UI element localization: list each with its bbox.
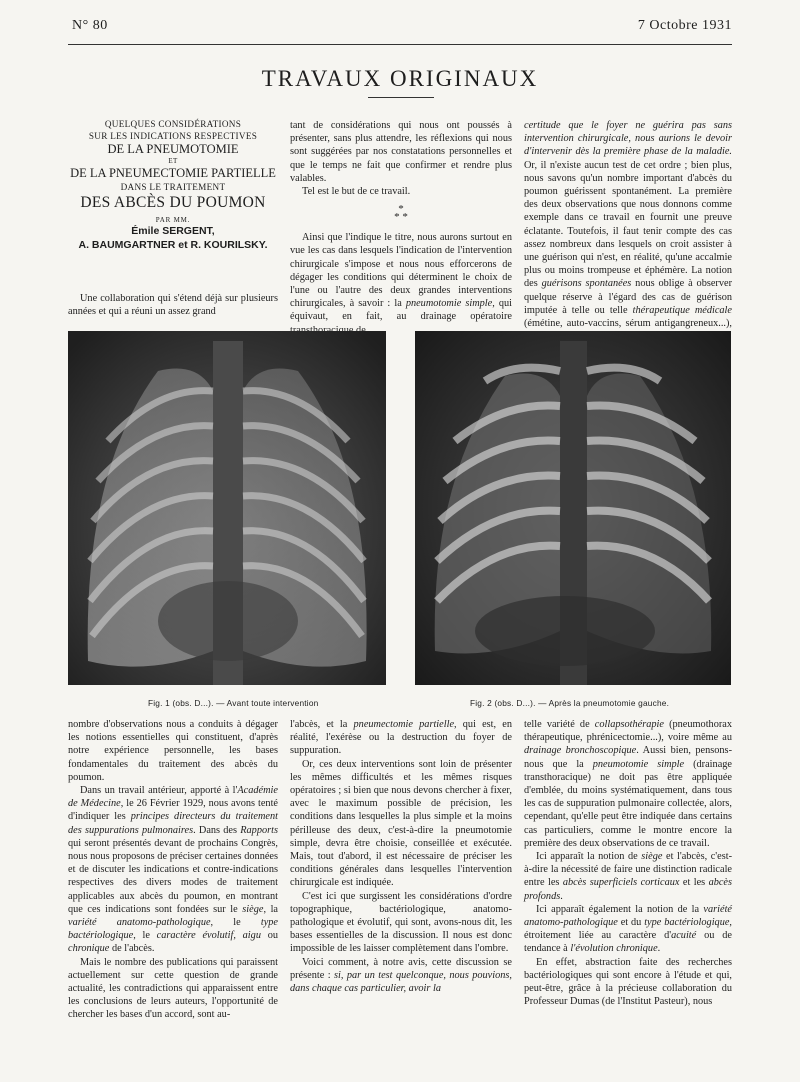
section-title: TRAVAUX ORIGINAUX [261, 66, 539, 91]
paragraph: nombre d'observations nous a conduits à dégager les notions essentielles qui constituent, d'après notre expérience personnelle, les bases fondamentales du traitement des abcès du poumon. [68, 719, 278, 783]
paragraph: Mais le nombre des publications qui paraissent actuellement sur cette question de grande actualité, les contradictions qui apparaissent entre les conclusions de leurs auteurs, l'opportunité de chercher les bases d'un accord, sont au- [68, 956, 278, 1021]
figure-1-caption: Fig. 1 (obs. D...). — Avant toute intervention [148, 698, 319, 708]
col2-top-text [290, 119, 512, 337]
title-line-1: QUELQUES CONSIDÉRATIONS [104, 119, 242, 129]
paragraph: l'abcès, et la pneumectomie partielle, qui est, en réalité, l'exérèse ou la destruction du foyer de suppuration. [290, 719, 513, 757]
paragraph: En effet, abstraction faite des recherches bactériologiques qui sont encore à l'étude et qui, peut-être, grâce à la précieuse collaboration du Professeur Dumas (de l'Institut Pasteur), nous [524, 956, 732, 1008]
xray-image-1 [68, 331, 386, 685]
col3-top-text [524, 119, 732, 343]
paragraph: Tel est le but de ce travail. [302, 186, 411, 198]
xray-figure-1 [68, 331, 386, 685]
figure-2-caption: Fig. 2 (obs. D...). — Après la pneumotomie gauche. [470, 698, 670, 708]
paragraph: Voici comment, à notre avis, cette discussion se présente : si, par un test quelconque, nous pouvions, dans chaque cas particulier, avoir la [290, 956, 512, 995]
author-line-1: Émile SERGENT, [131, 225, 215, 237]
paragraph: Une collaboration qui s'étend déjà sur plusieurs années et qui a réuni un assez grand [68, 293, 278, 318]
col1-top-text [68, 292, 278, 318]
col3-bottom-text [524, 718, 732, 1008]
xray-image-2 [415, 331, 731, 685]
xray-figure-2 [415, 331, 731, 685]
title-line-5: DE LA PNEUMECTOMIE PARTIELLE [70, 166, 276, 180]
paragraph: tant de considérations qui nous ont poussés à présenter, sans plus attendre, les réflexions qui nous sont suggérées par nos constatations personnelles et que le temps ne fait que confirmer et rendre plus valables. [290, 120, 512, 184]
paragraph: Or, ces deux interventions sont loin de présenter les mêmes difficultés et les mêmes risques opératoires ; si bien que nous devons chercher à fixer, avec le maximum possible de précision, les conditions dans lesquelles la plus simple et la moins périlleuse des deux, c'est-à-dire la pneumotomie simple, devra être choisie, conseillée et exécutée. Mais, tout d'abord, il est nécessaire de préciser les conditions générales dans lesquelles l'intervention chirurgicale est indiquée. [290, 758, 512, 889]
paragraph: Ici apparaît également la notion de la variété anatomo-pathologique et du type bactériologique, étroitement liée au caractère d'acuité ou de tendance à l'évolution chronique. [524, 903, 732, 955]
issue-date: 7 Octobre 1931 [637, 18, 732, 33]
title-line-2: SUR LES INDICATIONS RESPECTIVES [88, 131, 258, 141]
title-line-3: DE LA PNEUMOTOMIE [107, 142, 239, 156]
author-line-2: A. BAUMGARTNER et R. KOURILSKY. [78, 239, 268, 251]
title-line-7: DES ABCÈS DU POUMON [80, 194, 266, 211]
section-stars: * * * [394, 203, 408, 224]
col2-bottom-text [290, 718, 512, 995]
paragraph: Ici apparaît la notion de siège et l'abcès, c'est-à-dire la nécessité de faire une distinction radicale entre les abcès superficiels corticaux et les abcès profonds. [524, 851, 733, 902]
paragraph: certitude que le foyer ne guérira pas sans intervention chirurgicale, nous aurions le devoir d'intervenir dès la première phase de la maladie. Or, il n'existe aucun test de cet ordre ; bien plus, nous savons qu'un nombre important d'abcès du poumon guérissent spontanément. La première des deux observations que nous donnons comme exemple dans ce travail en fournit une preuve éclatante. Toutefois, il faut tenir compte des cas assez nombreux dans lesquels on croit assister à une guérison qui n'est, en réalité, qu'une accalmie plus ou moins trompeuse et éphémère. La notion des guérisons spontanées nous oblige à observer quelque réserve à l'égard des cas de guérison imputée à telle ou telle thérapeutique médicale (émétine, auto-vaccins, sérum antigangreneux...), [524, 120, 732, 330]
paragraph: telle variété de collapsothérapie (pneumothorax thérapeutique, phrénicectomie...), voire même au drainage bronchoscopique. Aussi bien, pensons-nous que la pneumotomie simple (drainage transthoracique) ne doit pas être appliquée d'emblée, du moins systématiquement, dans tous les cas de suppuration pulmonaire collectée, alors, cependant, qu'elle peut être indiquée dans certains cas particuliers, comme le montre encore la première des deux observations de ce travail. [524, 719, 732, 849]
issue-number: N° 80 [72, 18, 108, 33]
paragraph: Ainsi que l'indique le titre, nous aurons surtout en vue les cas dans lesquels l'indication de l'intervention chirurgicale s'impose et nous nous efforcerons de dégager les conditions qui déterminent le choix de l'une ou l'autre des deux grandes interventions chirurgicales, à savoir : la pneumotomie simple, qui équivaut, en fait, au drainage opératoire [290, 232, 512, 323]
article-title-block [68, 118, 278, 252]
title-line-4: ET [168, 157, 178, 165]
section-title-rule [368, 97, 434, 98]
title-line-6: DANS LE TRAITEMENT [120, 182, 226, 192]
paragraph: C'est ici que surgissent les considérations d'ordre topographique, bactériologique, anatomo-pathologique et évolutif, qui sont, avons-nous dit, les bases essentielles de la discussion. Il nous est donc impossible de les laisser complètement dans l'ombre. [290, 890, 512, 955]
title-par: PAR MM. [155, 216, 191, 224]
paragraph: Dans un travail antérieur, apporté à l'Académie de Médecine, le 26 Février 1929, nous avons tenté d'indiquer les principes directeurs du traitement des suppurations pulmonaires. Dans des Rapports qui seront présentés devant de prochains Congrès, nous nous proposons de préciser certaines données et de discuter les indications et contre-indications respectives des divers modes de traitement applicables aux abcès du poumon, en montrant que ces indications sont fondées sur le siège, la variété anatomo-pathologique, le type bactériologique, le caractère évolutif, aigu ou chronique de l'abcès. [68, 785, 278, 955]
col1-bottom-text [68, 718, 278, 1022]
header-rule [68, 44, 732, 45]
